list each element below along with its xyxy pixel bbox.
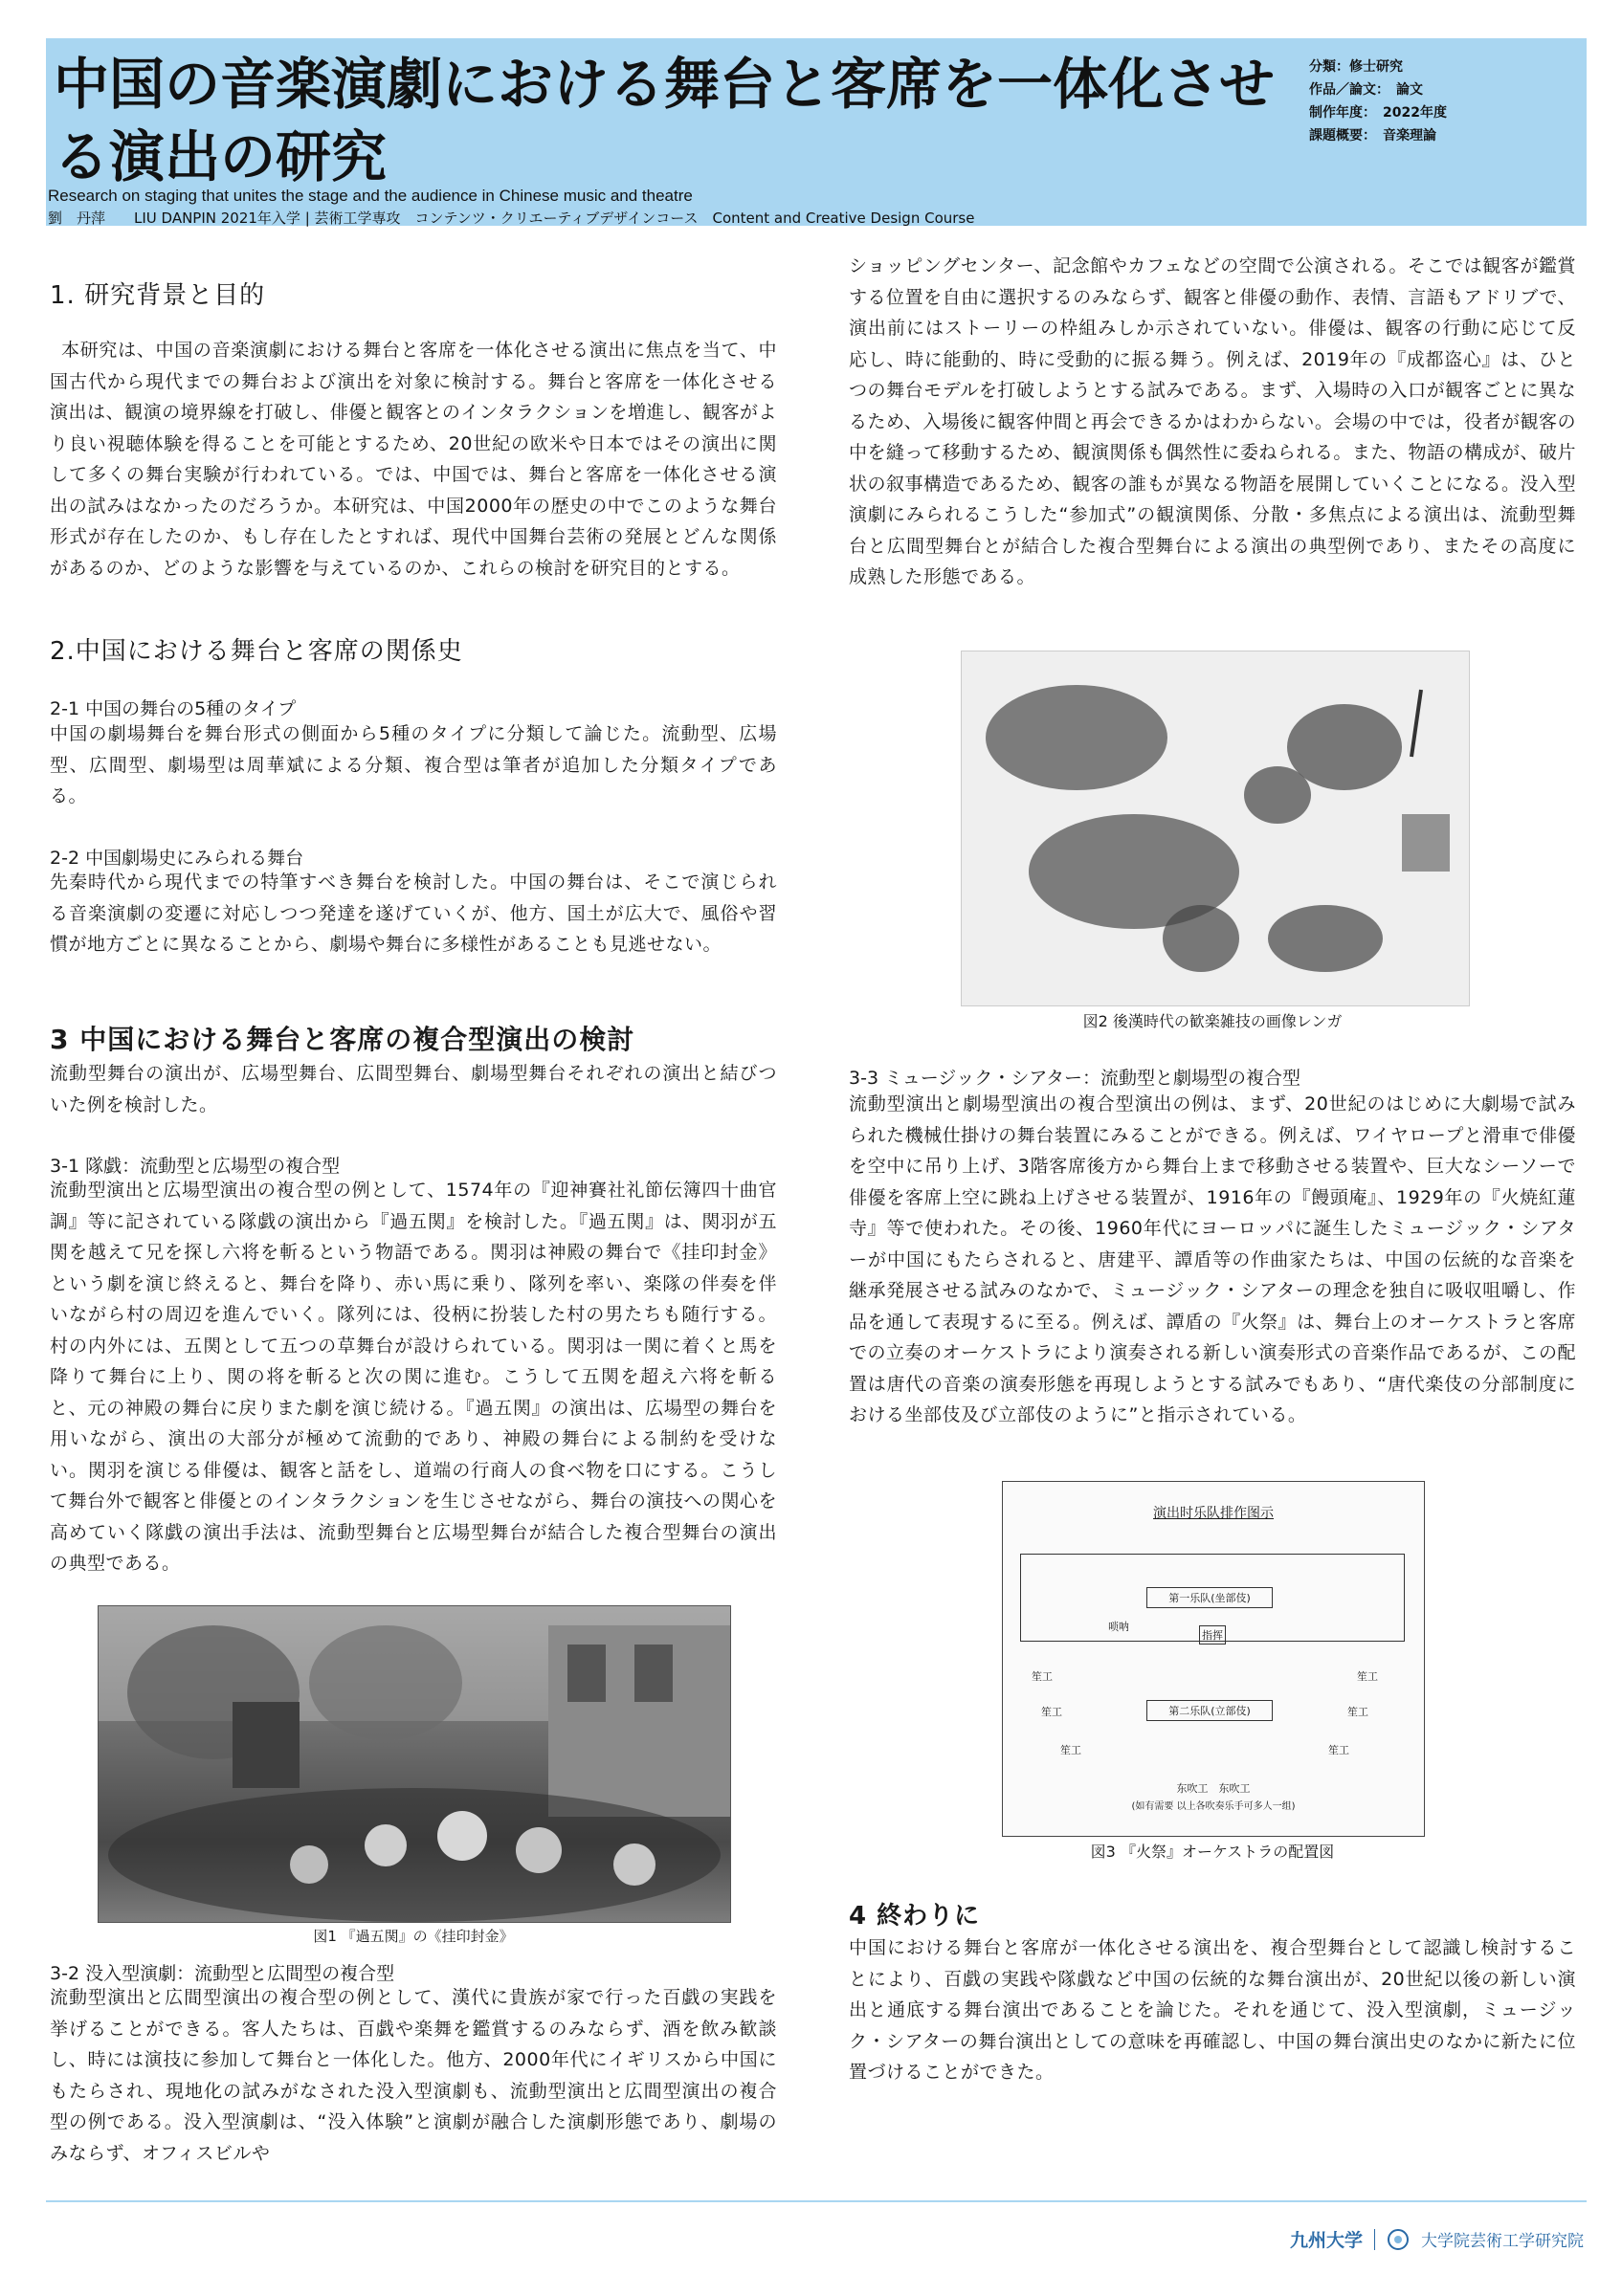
school-logo-icon: [1387, 2228, 1410, 2251]
section-2-heading: 2.中国における舞台と客席の関係史: [50, 637, 463, 666]
bottom-label-2: (如有需要 以上各吹奏乐手可多人一组): [1131, 1801, 1296, 1812]
player-5: 笙工: [1060, 1744, 1081, 1756]
player-6: 笙工: [1328, 1744, 1349, 1756]
section-2-2-heading: 2-2 中国劇場史にみられる舞台: [50, 848, 304, 869]
figure-1-photo: [98, 1605, 731, 1923]
left-mark-label: 唢呐: [1108, 1621, 1129, 1633]
figure-1-caption: 図1 『過五関』の《挂印封金》: [313, 1928, 514, 1945]
section-3-1-body: 流動型演出と広場型演出の複合型の例として、1574年の『迎神賽社礼節伝簿四十曲官調』等に記されている隊戯の演出から『過五関』を検討した。『過五関』は、関羽が五関を越えて兄を探し六将を斬るという物語である。関羽は神殿の舞台で《挂印封金》という劇を演じ終えると、舞台を降り、赤い馬に乗り、隊列を率い、楽隊の伴奏を伴いながら村の周辺を進んでいく。隊列には、役柄に扮装した村の男たちも随行する。村の内外には、五関として五つの草舞台が設けられている。関羽は一関に着くと馬を降りて舞台に上り、関の将を斬ると次の関に進む。こうして五関を超え六将を斬ると、元の神殿の舞台に戻りまた劇を演じ続ける。『過五関』の演出は、広場型の舞台を用いながら、演出の大部分が極めて流動的であり、神殿の舞台による制約を受けない。関羽を演じる俳優は、観客と話をし、道端の行商人の食べ物を口にする。こうして舞台外で観客と俳優とのインタラクションを生じさせながら、舞台の演技への関心を高めていく隊戯の演出手法は、流動型舞台と広場型舞台が結合した複合型舞台の演出の典型である。: [50, 1180, 777, 1574]
section-3-2-body: 流動型演出と広間型演出の複合型の例として、漢代に貴族が家で行った百戯の実践を挙げることができる。客人たちは、百戯や楽舞を鑑賞するのみならず、酒を飲み歓談し、時には演技に参加して舞台と一体化した。他方、2000年代にイギリスから中国にもたらされ、現地化の試みがなされた没入型演劇も、流動型演出と広間型演出の複合型の例である。没入型演劇は、“没入体験”と演劇が融合した演劇形態であり、劇場のみならず、オフィスビルや: [50, 1987, 777, 2164]
meta-category: 分類：修士研究: [1309, 59, 1403, 75]
section-1-body: 本研究は、中国の音楽演劇における舞台と客席を一体化させる演出に焦点を当て、中国古代から現代までの舞台および演出を対象に検討する。舞台と客席を一体化させる演出は、観演の境界線を打破し、俳優と観客とのインタラクションを増進し、観客がより良い視聴体験を得ることを可能とするため、20世紀の欧米や日本ではその演出に関して多くの舞台実験が行われている。では、中国では、舞台と客席を一体化させる演出の試みはなかったのだろうか。本研究は、中国2000年の歴史の中でこのような舞台形式が存在したのか、もし存在したとすれば、現代中国舞台芸術の発展とどんな関係があるのか、どのような影響を与えているのか、これらの検討を研究目的とする。: [50, 340, 777, 579]
player-4: 笙工: [1347, 1706, 1368, 1718]
section-4-body: 中国における舞台と客席が一体化させる演出を、複合型舞台として認識し検討することにより、百戯の実践や隊戯など中国の伝統的な舞台演出が、20世紀以後の新しい演出と通底する舞台演出であることを論じた。それを通じて、没入型演劇，ミュージック・シアターの舞台演出としての意味を再確認し、中国の舞台演出史のなかに新たに位置づけることができた。: [849, 1937, 1576, 2083]
section-4-heading: 4 終わりに: [849, 1902, 981, 1931]
meta-summary: 課題概要： 音楽理論: [1309, 128, 1436, 144]
meta-info: [1309, 55, 1447, 147]
section-3-3-body: 流動型演出と劇場型演出の複合型演出の例は、まず、20世紀のはじめに大劇場で試みられた機械仕掛けの舞台装置にみることができる。例えば、ワイヤロープと滑車で俳優を空中に吊り上げ、3階客席後方から舞台上まで移動させる装置や、巨大なシーソーで俳優を客席上空に跳ね上げさせる装置が、1916年の『饅頭庵』、1929年の『火焼紅蓮寺』等で使われた。その後、1960年代にヨーロッパに誕生したミュージック・シアターが中国にもたらされると、唐建平、譚盾等の作曲家たちは、中国の伝統的な音楽を継承発展させる試みのなかで、ミュージック・シアターの理念を独自に吸収咀嚼し、作品を通して表現するに至る。例えば、譚盾の『火祭』は、舞台上のオーケストラと客席での立奏のオーケストラにより演奏される新しい演奏形式の音楽作品であるが、この配置は唐代の音楽の演奏形態を再現しようとする試みでもあり、“唐代楽伎の分部制度における坐部伎及び立部伎のように”と指示されている。: [849, 1093, 1576, 1425]
footer-divider: [46, 2200, 1587, 2202]
band-2-label: 第二乐队(立部伎): [1146, 1700, 1273, 1721]
meta-year: 制作年度： 2022年度: [1309, 105, 1447, 121]
section-3-heading: 3 中国における舞台と客席の複合型演出の検討: [50, 1024, 635, 1055]
university-name: 九州大学: [1289, 2230, 1363, 2251]
figure-2-illustration: [962, 651, 1469, 1005]
player-3: 笙工: [1041, 1706, 1062, 1718]
section-2-1-heading: 2-1 中国の舞台の5種のタイプ: [50, 698, 297, 719]
player-1: 笙工: [1032, 1670, 1053, 1683]
figure-3-caption: 図3 『火祭』オーケストラの配置図: [1090, 1843, 1335, 1861]
section-3-1-heading: 3-1 隊戯：流動型と広場型の複合型: [50, 1156, 341, 1177]
school-name: 大学院芸術工学研究院: [1421, 2232, 1584, 2251]
section-3-2-continued: ショッピングセンター、記念館やカフェなどの空間で公演される。そこでは観客が鑑賞する位置を自由に選択するのみならず、観客と俳優の動作、表情、言語もアドリブで、演出前にはストーリーの枠組みしか示されていない。俳優は、観客の行動に応じて反応し、時に能動的、時に受動的に振る舞う。例えば、2019年の『成都盗心』は、ひとつの舞台モデルを打破しようとする試みである。まず、入場時の入口が観客ごとに異なるため、入場後に観客仲間と再会できるかはわからない。会場の中では，役者が観客の中を縫って移動するため、観演関係も偶然性に委ねられる。また、物語の構成が、破片状の叙事構造であるため、観客の誰もが異なる物語を展開していくことになる。没入型演劇にみられるこうした“参加式”の観演関係、分散・多焦点による演出は、流動型舞台と広間型舞台とが結合した複合型舞台による演出の典型例であり、またその高度に成熟した形態である。: [849, 255, 1576, 587]
footer-separator: [1374, 2229, 1375, 2250]
section-1-heading: 1. 研究背景と目的: [50, 281, 266, 310]
section-3-intro: 流動型舞台の演出が、広場型舞台、広間型舞台、劇場型舞台それぞれの演出と結びついた例を検討した。: [50, 1063, 777, 1115]
bottom-label-1: 东吹工 东吹工: [1176, 1782, 1251, 1795]
figure-2-relief: [961, 651, 1470, 1006]
footer: [1290, 2226, 1584, 2252]
section-2-2-body: 先秦時代から現代までの特筆すべき舞台を検討した。中国の舞台は、そこで演じられる音楽演劇の変遷に対応しつつ発達を遂げていくが、他方、国土が広大で、風俗や習慣が地方ごとに異なることから、劇場や舞台に多様性があることも見逃せない。: [50, 872, 777, 955]
author-line: 劉 丹萍 LIU DANPIN 2021年入学 | 芸術工学専攻 コンテンツ・クリエーティブデザインコース Content and Creative Design Course: [48, 210, 975, 227]
section-2-1-body: 中国の劇場舞台を舞台形式の側面から5種のタイプに分類して論じた。流動型、広場型、広間型、劇場型は周華斌による分類、複合型は筆者が追加した分類タイプである。: [50, 723, 777, 806]
figure-1-illustration: [99, 1606, 730, 1922]
conductor-label: 指挥: [1199, 1625, 1226, 1645]
figure-3-diagram: [1002, 1481, 1425, 1837]
section-3-2-heading: 3-2 没入型演劇：流動型と広間型の複合型: [50, 1963, 395, 1984]
player-2: 笙工: [1357, 1670, 1378, 1683]
section-3-3-heading: 3-3 ミュージック・シアター：流動型と劇場型の複合型: [849, 1068, 1300, 1089]
figure-3-title: 演出时乐队排作图示: [1153, 1506, 1274, 1521]
english-title: Research on staging that unites the stage and the audience in Chinese music and theatre: [48, 187, 693, 205]
page-title: 中国の音楽演劇における舞台と客席を一体化させる演出の研究: [54, 52, 1276, 189]
meta-type: 作品／論文： 論文: [1309, 82, 1423, 98]
band-1-label: 第一乐队(坐部伎): [1146, 1587, 1273, 1608]
header-banner: [46, 38, 1587, 226]
figure-2-caption: 図2 後漢時代の歓楽雑技の画像レンガ: [1082, 1012, 1343, 1030]
